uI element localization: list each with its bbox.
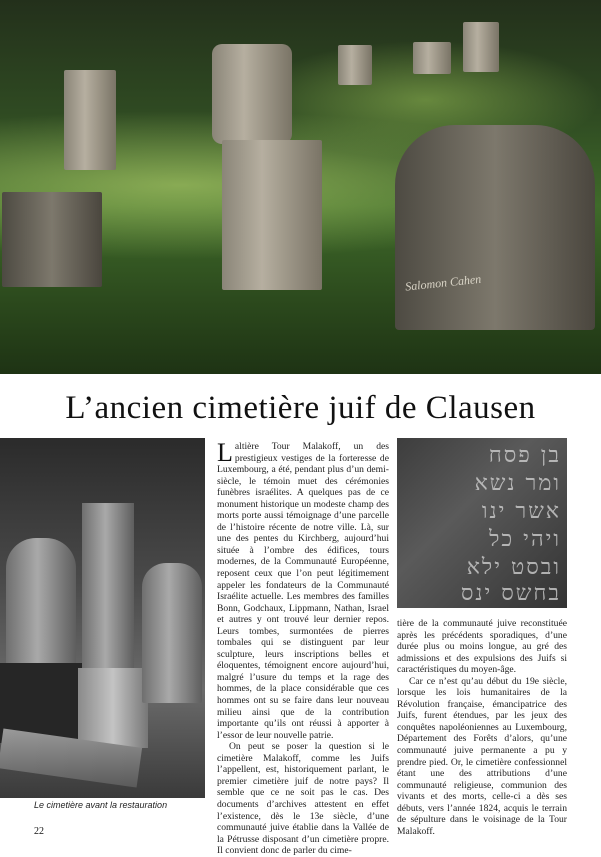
page-number: 22 bbox=[34, 826, 44, 837]
tombstone-far-2 bbox=[413, 42, 451, 74]
cemetery-photo-top bbox=[0, 0, 601, 374]
tombstone-broken-left bbox=[2, 192, 102, 287]
drop-cap: L bbox=[217, 438, 233, 467]
tombstone-column-top bbox=[212, 44, 292, 144]
article-column-middle bbox=[217, 438, 389, 857]
tombstone-column bbox=[222, 140, 322, 290]
paragraph-text: altière Tour Malakoff, un des prestigieux vestiges de la forteresse de Luxembourg, a été, pendant plus d’un demi-siècle, le témoin muet des cérémonies funèbres israélites. A quelques pas de ce monument historique un modeste champ des morts porte aussi témoignage d’une parcelle de l’histoire récente de notre ville. Là, sur une des pentes du Kirchberg, aujourd’hui située à l’ombre des édifices, tours modernes, de la Communauté Européenne, reposent ceux que l’on peut légitimement appeler les fondateurs de la Communauté Israélite actuelle. Les membres des familles Bonn, Godchaux, Lippmann, Nathan, Israel et autres y ont trouvé leur dernier repos. Leurs tombes, surmontées de pierres tombales qui se distinguent par leur sculpture, leurs inscriptions belles et éloquentes, témoignent encore aujourd’hui, malgré l’usure du temps et la rage des hommes, de la place considérable que ces hommes ont su se faire dans leur nouveau milieu ainsi que de la contribution importante qu’ils ont réussi à apporter à l’essor de leur nouvelle patrie. bbox=[217, 441, 389, 741]
tombstone-far-3 bbox=[463, 22, 499, 72]
tombstone-far-left bbox=[64, 70, 116, 170]
paragraph-text: tière de la communauté juive reconstituée après les précédents sporadiques, d’une durée plus ou moins longue, au gré des admissions et des expulsions des Juifs si caractéristiques du moyen-âge. bbox=[397, 618, 567, 676]
hebrew-line: ומר נשא bbox=[474, 471, 561, 496]
article-title: L’ancien cimetière juif de Clausen bbox=[65, 390, 536, 426]
hebrew-line: ובסט ילא bbox=[466, 555, 561, 580]
photo-caption: Le cimetière avant la restauration bbox=[34, 800, 168, 810]
tombstone-inscription: Salomon Cahen bbox=[404, 271, 482, 294]
article-column-right bbox=[397, 618, 567, 837]
tombstone-bw-left bbox=[6, 538, 76, 668]
hebrew-inscription-photo bbox=[397, 438, 567, 608]
tombstone-far-1 bbox=[338, 45, 372, 85]
tombstone-bw-column bbox=[82, 503, 134, 673]
paragraph-intro bbox=[217, 438, 389, 741]
tombstone-right bbox=[395, 125, 595, 330]
hebrew-line: בחשס ינס bbox=[460, 581, 561, 606]
paragraph-text: On peut se poser la question si le cimetière Malakoff, comme les Juifs l’appellent, est, historiquement parlant, le premier cimetière juif de notre pays? Il semble que ce ne soit pas le cas. Des documents d’archives attestent en effet l’existence, dès le 13e siècle, d’une communauté juive établie dans la Vallée de la Pétrusse disposant d’un cimetière propre. Il convient donc de parler du cime- bbox=[217, 741, 389, 857]
hebrew-line: בן פסח bbox=[488, 443, 561, 468]
paragraph-text: Car ce n’est qu’au début du 19e siècle, lorsque les lois humanitaires de la Révolution française, émancipatrice des Juifs, furent étendues, par les jeux des conquêtes napoléoniennes au Luxembourg, Département des Forêts d’alors, qu’une communauté juive permanente a pu y prendre pied. Or, le cimetière confessionnel étant une des attributions d’une communauté religieuse, communion des vivants et des morts, celle-ci a dès ses débuts, vers l’année 1824, acquis le terrain de sépulture dans le voisinage de la Tour Malakoff. bbox=[397, 675, 567, 837]
hebrew-line: ויהי כל bbox=[489, 527, 561, 552]
tombstone-bw-pedestal bbox=[78, 668, 148, 748]
tombstone-bw-right bbox=[142, 563, 202, 703]
cemetery-photo-before-restoration bbox=[0, 438, 205, 798]
hebrew-line: אשר ינו bbox=[481, 499, 561, 524]
